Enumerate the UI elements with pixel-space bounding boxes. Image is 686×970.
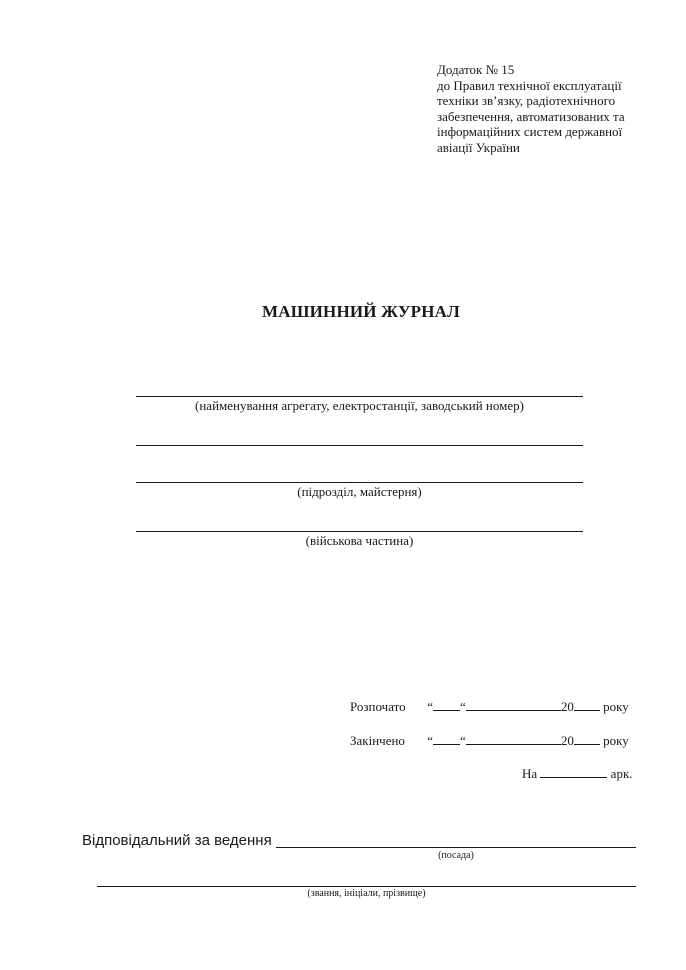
annex-note (437, 62, 667, 156)
military-unit-caption: (військова частина) (305, 533, 414, 548)
annex-line: Додаток № 15 (437, 62, 515, 77)
close-quote: “ (460, 733, 466, 748)
finished-month-blank[interactable] (466, 732, 561, 745)
annex-line: забезпечення, автоматизованих та (437, 108, 625, 124)
started-year-blank[interactable] (574, 698, 600, 711)
finished-day-blank[interactable] (433, 732, 460, 745)
sheets-row (522, 765, 633, 782)
responsible-label: Відповідальний за ведення (82, 832, 272, 849)
open-quote: “ (427, 733, 434, 748)
century-prefix: 20 (560, 733, 574, 748)
annex-line: до Правил технічної експлуатації (437, 77, 622, 93)
finished-date-row (350, 732, 629, 749)
name-caption: (звання, ініціали, прізвище) (307, 888, 426, 899)
subdivision-line[interactable] (136, 482, 583, 483)
position-caption: (посада) (438, 850, 474, 861)
annex-line: інформаційних систем державної (437, 124, 623, 140)
unit-name-line[interactable] (136, 396, 583, 397)
subdivision-caption: (підрозділ, майстерня) (297, 484, 422, 499)
started-date-row (350, 698, 629, 715)
century-prefix: 20 (560, 699, 574, 714)
military-unit-line[interactable] (136, 531, 583, 532)
started-label: Розпочато (350, 699, 406, 714)
started-day-blank[interactable] (433, 698, 460, 711)
finished-label: Закінчено (350, 733, 405, 748)
close-quote: “ (460, 699, 466, 714)
unit-name-caption: (найменування агрегату, електростанції, заводський номер) (195, 398, 524, 413)
unit-extra-line[interactable] (136, 445, 583, 446)
name-line[interactable] (97, 886, 636, 887)
sheets-count-blank[interactable] (540, 765, 607, 778)
sheets-word: арк. (610, 766, 633, 781)
year-word: року (603, 699, 629, 714)
year-word: року (603, 733, 629, 748)
open-quote: “ (427, 699, 434, 714)
position-line[interactable] (276, 847, 636, 848)
annex-line: авіації України (437, 139, 520, 155)
finished-year-blank[interactable] (574, 732, 600, 745)
started-month-blank[interactable] (466, 698, 561, 711)
on-label: На (522, 766, 538, 781)
document-title: МАШИННИЙ ЖУРНАЛ (262, 302, 460, 321)
annex-line: техніки зв’язку, радіотехнічного (437, 93, 616, 109)
